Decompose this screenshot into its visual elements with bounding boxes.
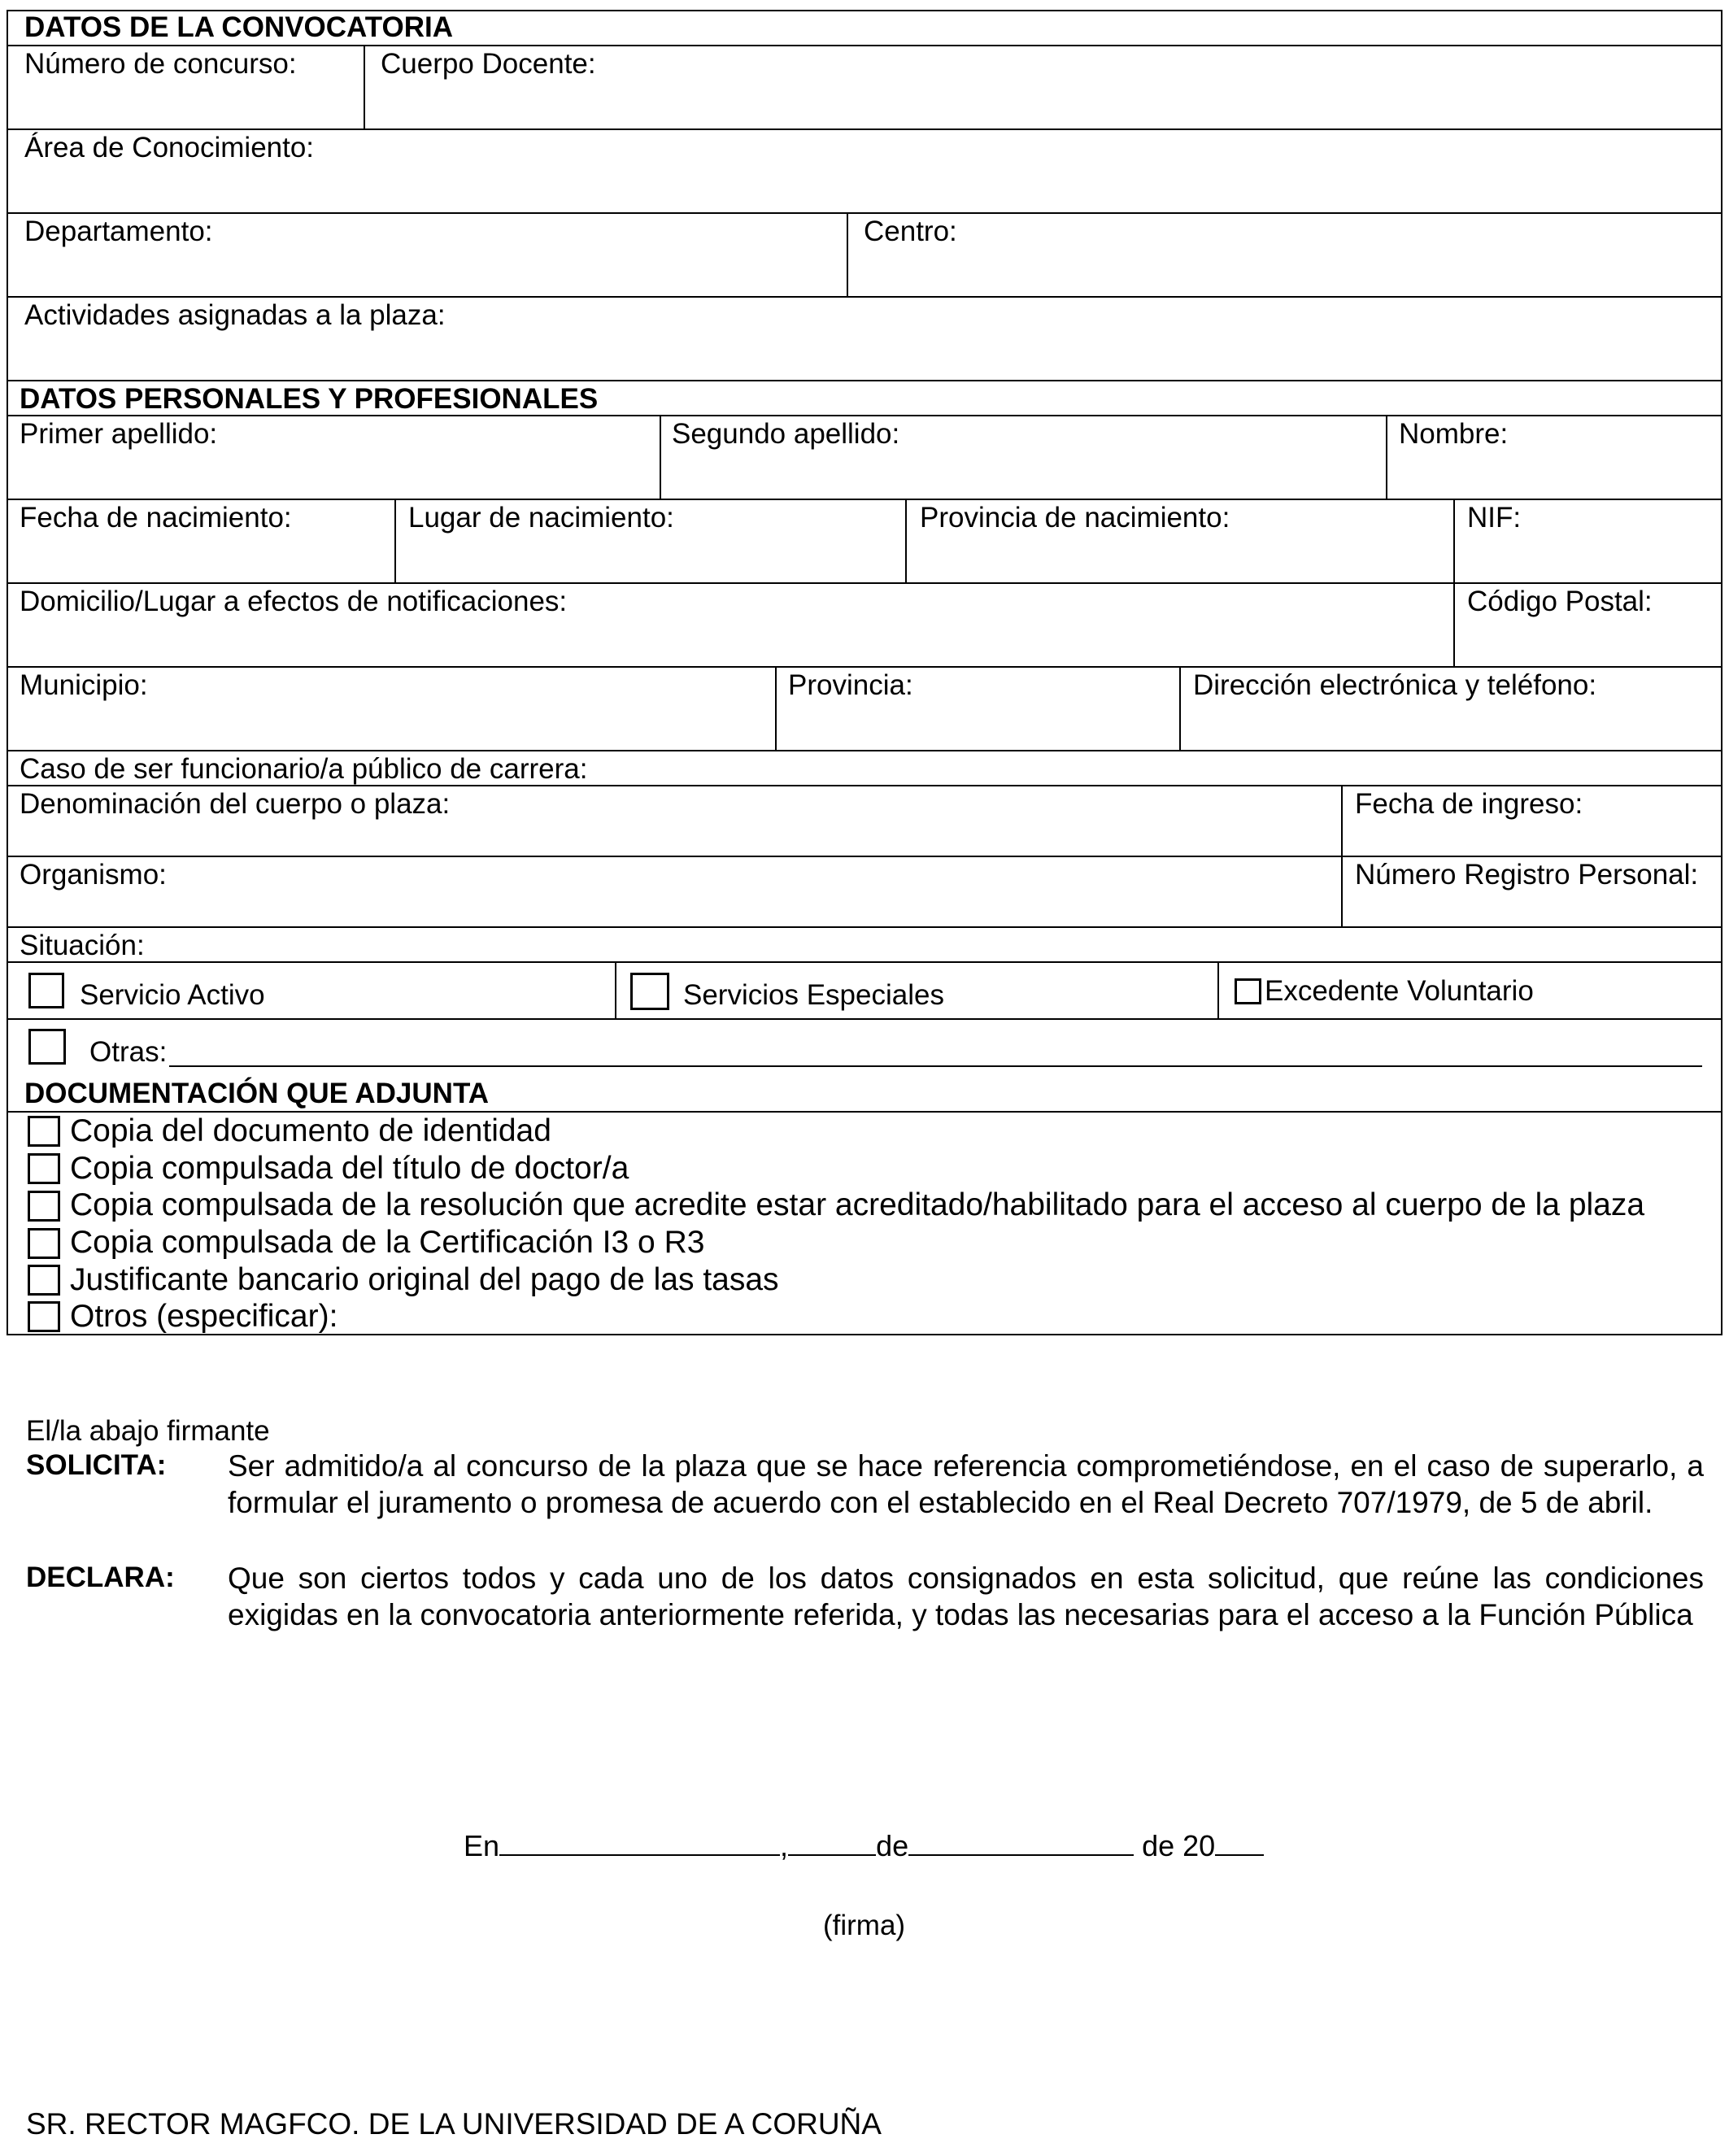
section-heading-documentacion: DOCUMENTACIÓN QUE ADJUNTA (24, 1078, 490, 1109)
segundo-apellido-field[interactable]: Segundo apellido: (672, 418, 900, 450)
nif-field[interactable]: NIF: (1467, 502, 1522, 534)
excedente-voluntario-checkbox[interactable] (1235, 978, 1261, 1004)
divider (7, 128, 1722, 130)
divider (394, 499, 396, 582)
servicio-activo-checkbox[interactable] (28, 973, 64, 1008)
divider (1386, 415, 1387, 499)
declara-label: DECLARA: (26, 1561, 175, 1593)
divider (7, 856, 1722, 857)
direccion-electronica-field[interactable]: Dirección electrónica y teléfono: (1193, 669, 1597, 701)
numero-registro-field[interactable]: Número Registro Personal: (1355, 859, 1699, 891)
divider (7, 296, 1722, 298)
divider (7, 582, 1722, 584)
solicita-label: SOLICITA: (26, 1449, 167, 1481)
solicita-text: Ser admitido/a al concurso de la plaza que se hace referencia comprometiéndose, en el caso de superarlo, a formular el juramento o promesa de acuerdo con el establecido en el Real Decreto 707/1979, de 5 de abril. (228, 1449, 1704, 1519)
doc-item: Copia compulsada de la Certificación I3 o R3 (70, 1225, 705, 1260)
numero-concurso-field[interactable]: Número de concurso: (24, 48, 297, 80)
dia-blank[interactable] (788, 1830, 876, 1856)
domicilio-field[interactable]: Domicilio/Lugar a efectos de notificaciones: (20, 586, 568, 617)
codigo-postal-field[interactable]: Código Postal: (1467, 586, 1653, 617)
divider (7, 45, 1722, 46)
divider (7, 666, 1722, 668)
departamento-field[interactable]: Departamento: (24, 216, 213, 247)
otras-checkbox[interactable] (28, 1029, 66, 1065)
doc-checkbox[interactable] (28, 1116, 60, 1147)
divider (660, 415, 661, 499)
divider (7, 1018, 1722, 1020)
divider (7, 750, 1722, 751)
fecha-ingreso-field[interactable]: Fecha de ingreso: (1355, 788, 1583, 820)
section-heading-convocatoria: DATOS DE LA CONVOCATORIA (24, 11, 453, 43)
divider (7, 380, 1722, 381)
lugar-blank[interactable] (499, 1830, 780, 1856)
organismo-field[interactable]: Organismo: (20, 859, 167, 891)
primer-apellido-field[interactable]: Primer apellido: (20, 418, 218, 450)
destinatario: SR. RECTOR MAGFCO. DE LA UNIVERSIDAD DE A CORUÑA (26, 2107, 882, 2141)
situacion-label: Situación: (20, 930, 145, 961)
doc-checkbox[interactable] (28, 1191, 60, 1222)
divider (7, 926, 1722, 928)
otras-input-line[interactable] (169, 1065, 1702, 1067)
section-heading-personales: DATOS PERSONALES Y PROFESIONALES (20, 383, 599, 415)
intro-text: El/la abajo firmante (26, 1415, 270, 1447)
divider (847, 212, 848, 296)
lugar-nacimiento-field[interactable]: Lugar de nacimiento: (408, 502, 674, 534)
denominacion-field[interactable]: Denominación del cuerpo o plaza: (20, 788, 451, 820)
otras-label: Otras: (89, 1036, 168, 1068)
divider (615, 961, 616, 1018)
doc-item: Justificante bancario original del pago de las tasas (70, 1262, 779, 1297)
municipio-field[interactable]: Municipio: (20, 669, 148, 701)
excedente-voluntario-label: Excedente Voluntario (1265, 975, 1534, 1007)
declara-text: Que son ciertos todos y cada uno de los datos consignados en esta solicitud, que reúne las condiciones exigidas en la convocatoria anteriormente referida, y todas las necesarias para el acceso a la Función Pública (228, 1561, 1704, 1631)
area-conocimiento-field[interactable]: Área de Conocimiento: (24, 132, 315, 163)
provincia-nacimiento-field[interactable]: Provincia de nacimiento: (920, 502, 1230, 534)
mes-blank[interactable] (908, 1830, 1134, 1856)
signature-date-line (464, 1830, 1264, 1862)
comma: , (780, 1829, 789, 1862)
en-label: En (464, 1829, 500, 1862)
doc-checkbox[interactable] (28, 1265, 60, 1296)
servicios-especiales-label: Servicios Especiales (683, 979, 944, 1011)
divider (7, 1111, 1722, 1113)
centro-field[interactable]: Centro: (864, 216, 957, 247)
de-label: de (876, 1829, 909, 1862)
doc-checkbox[interactable] (28, 1301, 60, 1332)
provincia-field[interactable]: Provincia: (788, 669, 913, 701)
servicios-especiales-checkbox[interactable] (630, 973, 669, 1010)
ano-blank[interactable] (1215, 1830, 1264, 1856)
doc-item: Otros (especificar): (70, 1299, 338, 1334)
divider (905, 499, 907, 582)
doc-item: Copia compulsada de la resolución que acredite estar acreditado/habilitado para el acceso al cuerpo de la plaza (70, 1187, 1645, 1222)
doc-checkbox[interactable] (28, 1228, 60, 1259)
divider (7, 499, 1722, 500)
divider (7, 212, 1722, 214)
divider (775, 666, 777, 750)
cuerpo-docente-field[interactable]: Cuerpo Docente: (381, 48, 596, 80)
divider (7, 961, 1722, 963)
servicio-activo-label: Servicio Activo (80, 979, 265, 1011)
doc-item: Copia compulsada del título de doctor/a (70, 1151, 629, 1186)
de-20-label: de 20 (1142, 1829, 1216, 1862)
fecha-nacimiento-field[interactable]: Fecha de nacimiento: (20, 502, 292, 534)
divider (1453, 499, 1455, 666)
nombre-field[interactable]: Nombre: (1399, 418, 1509, 450)
actividades-field[interactable]: Actividades asignadas a la plaza: (24, 299, 446, 331)
divider (1217, 961, 1219, 1018)
doc-checkbox[interactable] (28, 1153, 60, 1184)
caso-funcionario-label: Caso de ser funcionario/a público de carrera: (20, 753, 588, 785)
firma-label: (firma) (823, 1910, 906, 1941)
divider (1341, 785, 1343, 926)
doc-item: Copia del documento de identidad (70, 1113, 551, 1148)
divider (1179, 666, 1181, 750)
divider (364, 45, 365, 128)
